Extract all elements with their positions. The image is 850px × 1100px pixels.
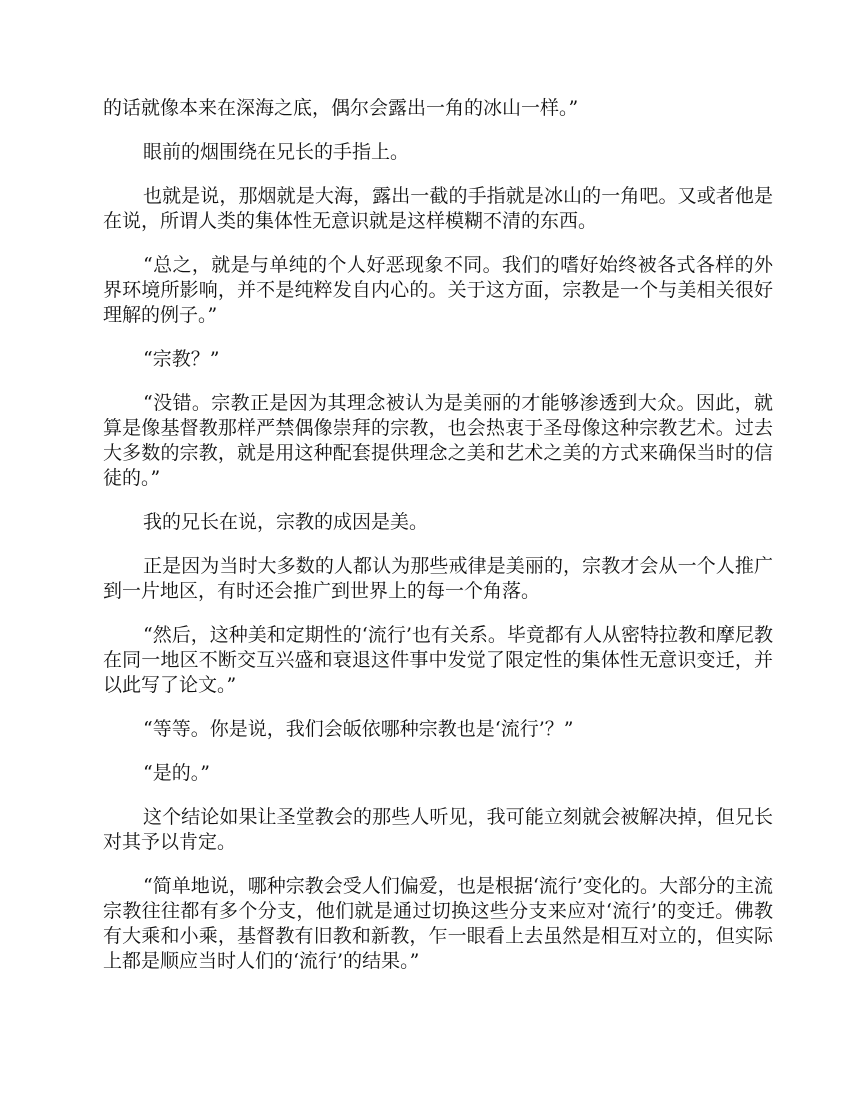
paragraph: 眼前的烟围绕在兄长的手指上。 — [143, 141, 410, 163]
paragraph: 我的兄长在说，宗教的成因是美。 — [143, 511, 429, 533]
paragraph: “没错。宗教正是因为其理念被认为是美丽的才能够渗透到大众。因此，就算是像基督教那样严禁偶像崇拜的宗教，也会热衷于圣母像这种宗教艺术。过去大多数的宗教，就是用这种配套提供理念之美和艺术之美的方式来确保当时的信徒的。” — [103, 392, 773, 489]
paragraph: “总之，就是与单纯的个人好恶现象不同。我们的嗜好始终被各式各样的外界环境所影响，并不是纯粹发自内心的。关于这方面，宗教是一个与美相关很好理解的例子。” — [103, 254, 773, 326]
paragraph: “简单地说，哪种宗教会受人们偏爱，也是根据‘流行’变化的。大部分的主流宗教往往都有多个分支，他们就是通过切换这些分支来应对‘流行’的变迁。佛教有大乘和小乘，基督教有旧教和新教，乍一眼看上去虽然是相互对立的，但实际上都是顺应当时人们的‘流行’的结果。” — [103, 875, 773, 972]
paragraph: “是的。” — [143, 762, 210, 784]
paragraph: 这个结论如果让圣堂教会的那些人听见，我可能立刻就会被解决掉，但兄长对其予以肯定。 — [103, 806, 773, 853]
paragraph: “然后，这种美和定期性的‘流行’也有关系。毕竟都有人从密特拉教和摩尼教在同一地区不断交互兴盛和衰退这件事中发觉了限定性的集体性无意识变迁，并以此写了论文。” — [103, 624, 773, 696]
paragraph: 的话就像本来在深海之底，偶尔会露出一角的冰山一样。” — [103, 97, 579, 119]
paragraph: “宗教？” — [143, 348, 220, 370]
document-page — [103, 96, 773, 993]
paragraph: 也就是说，那烟就是大海，露出一截的手指就是冰山的一角吧。又或者他是在说，所谓人类的集体性无意识就是这样模糊不清的东西。 — [103, 185, 773, 232]
paragraph: “等等。你是说，我们会皈依哪种宗教也是‘流行’？” — [143, 718, 574, 740]
paragraph: 正是因为当时大多数的人都认为那些戒律是美丽的，宗教才会从一个人推广到一片地区，有时还会推广到世界上的每一个角落。 — [103, 555, 773, 602]
